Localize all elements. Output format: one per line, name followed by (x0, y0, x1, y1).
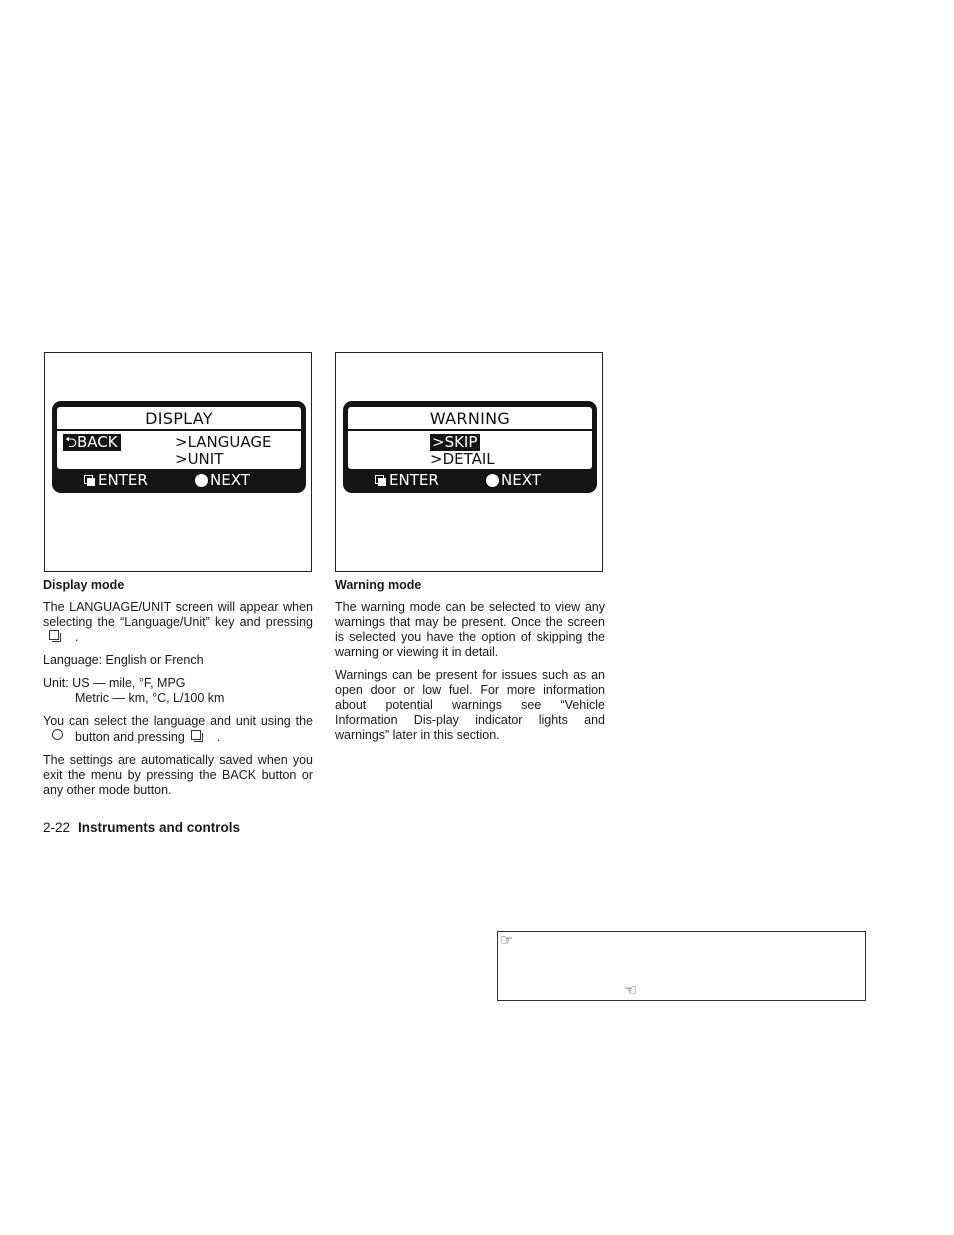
warning-mode-section (335, 578, 605, 751)
enter-button-icon (191, 730, 203, 742)
display-unit-option: >UNIT (175, 450, 224, 468)
enter-square-icon (84, 475, 95, 486)
display-next-label: NEXT (195, 471, 250, 489)
display-back-option: ⮌BACK (63, 434, 121, 451)
next-dot-icon (486, 474, 499, 487)
enter-square-icon (375, 475, 386, 486)
display-mode-heading: Display mode (43, 578, 125, 592)
display-mode-figure (44, 352, 312, 572)
warning-mode-heading: Warning mode (335, 578, 422, 592)
display-lcd-screen (57, 407, 301, 469)
pointing-hand-left-icon: ☜ (624, 981, 638, 999)
next-dot-icon (195, 474, 208, 487)
warning-mode-paragraph-1: The warning mode can be selected to view any warnings that may be present. Once the screen is selected you have the option of skipping the warning or viewing it in detail. (335, 600, 605, 659)
pointing-hand-right-icon: ☞ (500, 931, 514, 949)
page-footer (43, 820, 240, 836)
note-box (497, 931, 866, 1001)
display-lcd-title: DISPLAY (57, 408, 301, 431)
warning-enter-label: ENTER (375, 471, 439, 489)
display-lcd (52, 401, 306, 493)
display-mode-paragraph-5: The settings are automatically saved when you exit the menu by pressing the BACK button or any other mode button. (43, 753, 313, 797)
section-title: Instruments and controls (78, 820, 241, 835)
page-number: 2-22 (43, 820, 71, 835)
warning-mode-paragraph-2: Warnings can be present for issues such as an open door or low fuel. For more information about potential warnings see “Vehicle Information Dis-play indicator lights and warnings” later in this section. (335, 668, 605, 742)
warning-detail-option: >DETAIL (430, 450, 495, 468)
display-enter-label: ENTER (84, 471, 148, 489)
display-mode-paragraph-4: You can select the language and unit using thebutton and pressing . (43, 714, 313, 744)
warning-mode-figure (335, 352, 603, 572)
warning-lcd (343, 401, 597, 493)
warning-lcd-title: WARNING (348, 408, 592, 431)
display-mode-section (43, 578, 313, 806)
warning-skip-option: >SKIP (430, 434, 480, 451)
enter-button-icon (49, 630, 61, 642)
warning-next-label: NEXT (486, 471, 541, 489)
return-arrow-icon: ⮌ (65, 433, 78, 451)
language-options-text: Language: English or French (43, 653, 204, 667)
next-button-icon (52, 729, 63, 740)
display-mode-paragraph-1: The LANGUAGE/UNIT screen will appear when selecting the “Language/Unit” key and pressing. (43, 600, 313, 644)
display-language-option: >LANGUAGE (175, 433, 272, 451)
warning-lcd-screen (348, 407, 592, 469)
unit-options-text: Unit: US — mile, °F, MPG Metric — km, °C, L/100 km (43, 676, 225, 705)
